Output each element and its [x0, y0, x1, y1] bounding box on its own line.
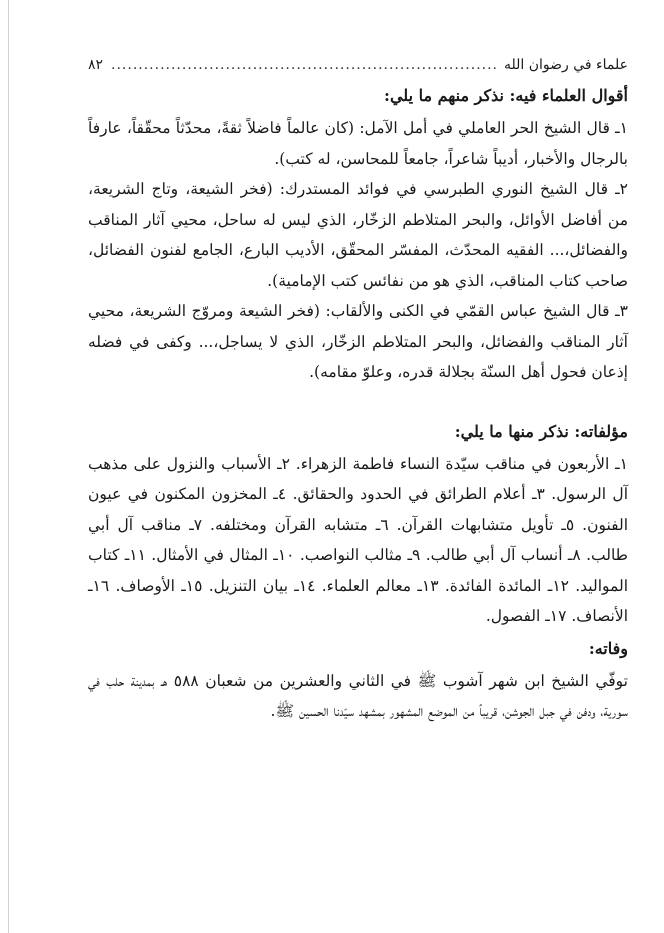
running-header: [88, 55, 628, 77]
running-title: علماء في رضوان الله: [504, 57, 628, 73]
section-spacer: [88, 388, 628, 415]
page-margin-rule: [8, 0, 9, 933]
page-number: ٨٢: [88, 57, 104, 73]
paragraph-quote-abbas-qummi: ٣ـ قال الشيخ عباس القمّي في الكنى والألقاب: (فخر الشيعة ومروّج الشريعة، محيي آثار المناقب والفضائل، والبحر المتلاطم الزخّار، الذي لا يساجل،... وكفى في فضله إذعان فحول أهل السنّة بجلالة قدره، وعلوّ مقامه).: [88, 302, 628, 381]
paragraph-quote-hurr-amili: ١ـ قال الشيخ الحر العاملي في أمل الآمل: (كان عالماً فاضلاً ثقةً، محدّثاً محقّقاً، عارفاً بالرجال والأخبار، أديباً شاعراً، جامعاً للمحاسن، له كتب).: [88, 119, 628, 168]
section-heading-scholars-sayings: أقوال العلماء فيه: نذكر منهم ما يلي:: [384, 86, 628, 105]
section-heading-works: مؤلفاته: نذكر منها ما يلي:: [454, 421, 628, 441]
paragraph-death: توفّي الشيخ ابن شهر آشوب ﷺ في الثاني والعشرين من شعبان ٥٨٨ هـ بمدينة حلب في سورية، ودفن في جبل الجوشن، قريباً من الموضع المشهور بمشهد سيّدنا الحسين ﷺ.: [88, 671, 628, 720]
paragraph-quote-nouri-tabarsi: ٢ـ قال الشيخ النوري الطبرسي في فوائد المستدرك: (فخر الشيعة، وتاج الشريعة، من أفاضل الأوائل، والبحر المتلاطم الزخّار، الذي ليس له ساحل، محيي آثار المناقب والفضائل،... الفقيه المحدّث، المفسّر المحقّق، الأديب البارع، الجامع لفنون الفضائل، صاحب كتاب المناقب، الذي هو من نفائس كتب الإمامية).: [88, 180, 628, 290]
paragraph-works-list: ١ـ الأربعون في مناقب سيّدة النساء فاطمة الزهراء. ٢ـ الأسباب والنزول على مذهب آل الرسول. ٣ـ أعلام الطرائق في الحدود والحقائق. ٤ـ المخزون المكنون في عيون الفنون. ٥ـ تأويل متشابهات القرآن. ٦ـ متشابه القرآن ومختلفه. ٧ـ مناقب آل أبي طالب. ٨ـ أنساب آل أبي طالب. ٩ـ مثالب النواصب. ١٠ـ المثال في الأمثال. ١١ـ كتاب المواليد. ١٢ـ المائدة الفائدة. ١٣ـ معالم العلماء. ١٤ـ بيان التنزيل. ١٥ـ الأوصاف. ١٦ـ الأنصاف. ١٧ـ الفصول.: [88, 454, 629, 625]
header-leader-dots: [109, 55, 498, 75]
document-page: [88, 50, 628, 727]
section-heading-death: وفاته:: [588, 638, 628, 658]
